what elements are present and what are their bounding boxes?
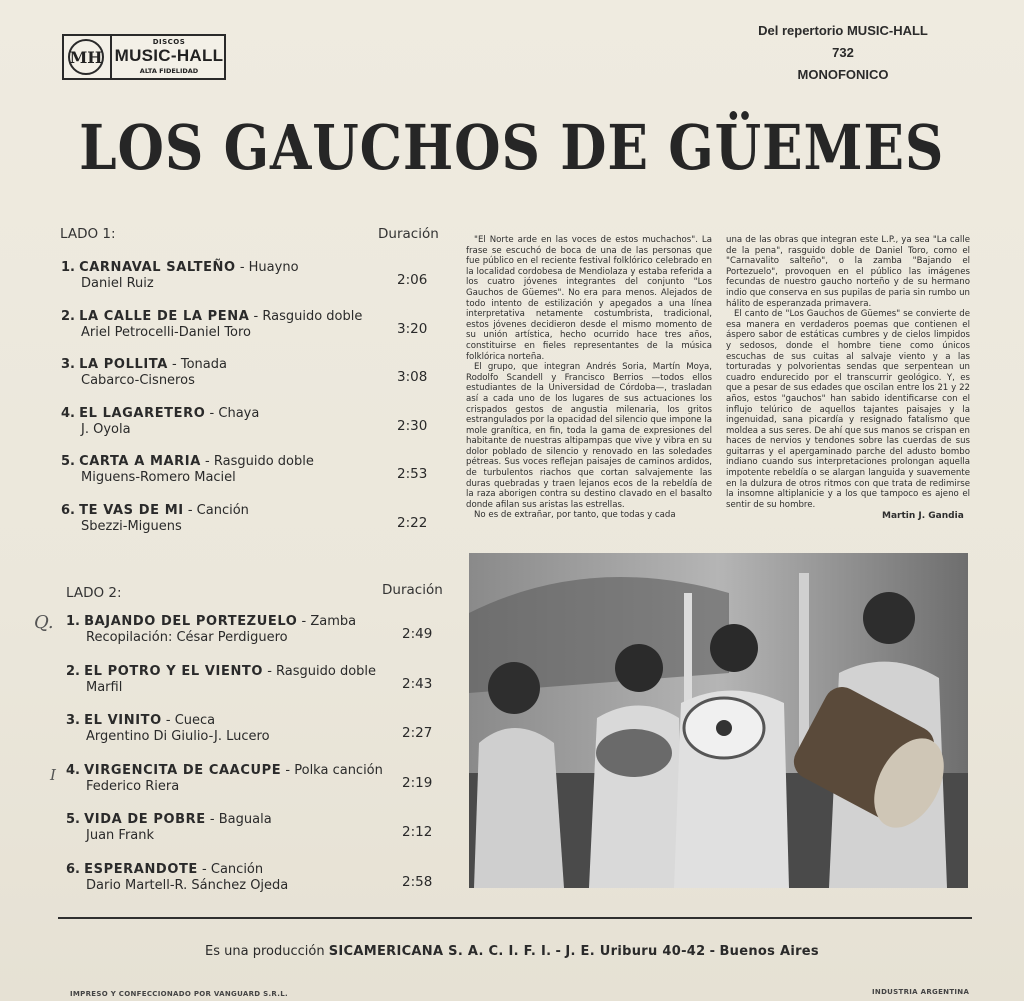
logo-brand: MUSIC-HALL [114,46,224,65]
track-number: 4. [61,405,75,421]
track-genre: Zamba [310,614,357,629]
track-item [61,357,227,388]
track-duration: 2:27 [402,725,433,741]
format-label: MONOFONICO [797,67,889,82]
track-name: VIRGENCITA DE CAACUPE [84,762,282,778]
track-item [66,713,270,744]
track-author: Cabarco-Cisneros [81,373,195,388]
track-item [61,503,249,534]
track-duration: 2:58 [402,873,433,890]
handwritten-mark-i: I [50,766,56,784]
track-name: VIDA DE POBRE [84,812,206,827]
track-number: 3. [66,713,80,728]
track-name: CARNAVAL SALTEÑO [79,260,236,275]
catalog-number: 732 [832,45,854,60]
track-duration: 2:30 [397,417,428,434]
album-title: LOS GAUCHOS DE GÜEMES [79,111,945,184]
track-author: J. Oyola [81,421,131,437]
track-title-line: 6. TE VAS DE MI - Canción [61,502,249,518]
band-photo-illustration [469,553,968,888]
track-item [61,309,362,340]
side1-duration-label: Duración [378,226,439,242]
track-item [61,260,299,291]
track-item [66,614,356,645]
track-genre: Cueca [174,713,216,728]
printer-credit: IMPRESO Y CONFECCIONADO POR VANGUARD S.R.L. [70,990,288,998]
side1-label: LADO 1: [60,226,116,242]
track-number: 6. [61,502,75,518]
track-author: Marfil [86,679,123,695]
track-number: 2. [61,308,75,324]
notes-paragraph: No es de extrañar, por tanto, que todas y cada [474,510,676,521]
track-name: LA POLLITA [79,357,168,372]
production-city: Buenos Aires [719,944,819,959]
band-photo [469,553,968,888]
track-author: Daniel Ruiz [81,276,154,291]
track-name: EL VINITO [84,713,162,728]
track-number: 1. [66,614,80,629]
industria-argentina: INDUSTRIA ARGENTINA [872,988,970,996]
track-duration: 3:20 [397,320,428,337]
track-author: Miguens-Romero Maciel [81,470,236,485]
track-number: 1. [61,260,75,275]
track-duration: 2:19 [402,774,433,791]
track-duration: 2:22 [397,514,428,531]
footer-separator: - [709,944,716,959]
track-author: Federico Riera [86,778,180,794]
side2-label: LADO 2: [66,585,122,601]
track-title-line: 1. CARNAVAL SALTEÑO - Huayno [61,260,299,275]
track-genre: Rasguido doble [213,454,314,469]
notes-paragraph: El canto de "Los Gauchos de Güemes" se convierte de esa manera en verdaderos poemas que contienen el áspero sabor de estáticas cumbres y de cielos limpidos y sedosos, donde el hombre tiene como únicos escuchas de sus cuitas al salvaje viento y a las torturadas y polvorientas sendas que serpentean un cuadro endurecido por el transcurrir geológico. Y, es que a pesar de sus edades que oscilan entre los 21 y 22 años, estos "gauchos" han sabido identificarse con el influjo telúrico de aquellos tajantes paisajes y la ingenuidad, sana picardía y resignado fatalismo que moldea a sus seres. De ahí que sus manos se crispan en haces de nervios y tendones sobre las cuerdas de sus guitarras y el apergaminado parche del adusto bombo indiano cuando sus interpretaciones prolongan aquella impotente rebeldía o se alargan languida y suavemente en la dulzura de otros ritmos con que trata de redimirse la insomne altiplanicie y a los que tampoco es ajeno el sentir de su hombre. [726,309,970,510]
track-genre: Chaya [218,405,260,421]
track-name: EL POTRO Y EL VIENTO [84,663,264,679]
track-duration: 2:49 [402,626,433,642]
track-duration: 3:08 [397,369,428,385]
notes-paragraph: "El Norte arde en las voces de estos muchachos". La frase se escuchó de boca de una de las personas que fue público en el reciente festival folklórico celebrado en la localidad cordobesa de Mendiolaza y estaba referida a los cuatro jóvenes integrantes del conjunto "Los Gauchos de Güemes". No era para menos. Alejados de todo intento de estilización y apegados a una línea interpretativa netamente costumbrista, tradicional, estos jóvenes decidieron desde el mismo momento de su unión artística, hecho ocurrido hace tres años, constituirse en fieles representantes de la música folklórica norteña. [466,235,712,362]
track-name: BAJANDO DEL PORTEZUELO [84,614,298,629]
music-hall-seal-icon: MH [68,39,104,75]
logo-divider [110,36,112,78]
track-number: 5. [61,454,75,469]
track-genre: Tonada [180,357,227,372]
track-item [61,406,259,437]
track-number: 5. [66,812,80,827]
track-duration: 2:53 [397,466,428,482]
track-item [61,454,314,485]
footer-separator: - [555,944,562,959]
notes-paragraph: una de las obras que integran este L.P., ya sea "La calle de la pena", rasguido doble de Daniel Toro, como el "Carnavalito salteño", o la zamba "Bajando el Portezuelo", provoquen en el público las imágenes fecundas de nuestro gaucho norteño y de su hermano indio que conserva en sus pupilas de paria sin rumbo un hálito de esperanzada primavera. [726,235,970,309]
track-number: 3. [61,357,75,372]
track-title-line: 6. ESPERANDOTE - Canción [66,861,264,877]
track-title-line: 2. EL POTRO Y EL VIENTO - Rasguido doble [66,663,377,679]
track-number: 2. [66,663,80,679]
track-genre: Canción [210,861,264,877]
track-author: Juan Frank [86,828,155,843]
track-title-line: 3. LA POLLITA - Tonada [61,357,227,372]
track-author: Sbezzi-Miguens [81,518,182,534]
repertorio-block [728,20,958,86]
track-duration: 2:06 [397,272,428,288]
track-duration: 2:12 [402,824,433,840]
track-author: Ariel Petrocelli-Daniel Toro [81,324,252,340]
track-author: Dario Martell-R. Sánchez Ojeda [86,877,289,893]
track-name: CARTA A MARIA [79,454,201,469]
logo-fidelidad: ALTA FIDELIDAD [139,67,199,75]
repertorio-label: Del repertorio MUSIC-HALL [758,23,928,38]
track-title-line: 5. CARTA A MARIA - Rasguido doble [61,454,314,469]
track-title-line: 1. BAJANDO DEL PORTEZUELO - Zamba [66,614,357,629]
production-prefix: Es una producción [205,944,325,959]
notes-signature: Martin J. Gandia [882,511,964,521]
track-number: 4. [66,762,80,778]
track-genre: Rasguido doble [276,663,377,679]
liner-notes-col1 [466,235,712,521]
track-item [66,862,288,893]
track-name: TE VAS DE MI [79,502,184,518]
track-name: ESPERANDOTE [84,861,198,877]
track-number: 6. [66,861,80,877]
side2-duration-label: Duración [382,582,443,598]
handwritten-mark-q: Q. [34,612,54,633]
notes-paragraph: El grupo, que integran Andrés Soria, Martín Moya, Rodolfo Scandell y Francisco Berrios —todos ellos estudiantes de la Universidad de Córdoba—, trasladan así a cada uno de los lugares de sus actuaciones los crispados gestos de angustia milenaria, los gritos estrangulados por la opacidad del silencio que impone la mole granítica, en fin, toda la gama de expresiones del habitante de nuestras altipampas que vive y vibra en su dolor poblado de silencio y renovado en las soledades pétreas. Sus voces reflejan paisajes de caminos ardidos, de turbulentos riachos que cortan salvajemente las duras quebradas y traen lejanos ecos de la rebeldía de la raza aborigen contra su destino clavado en el basalto donde afilan sus aristas las estrellas. [466,362,712,510]
liner-notes-col2 [726,235,970,510]
track-genre: Rasguido doble [262,308,363,324]
track-title-line: 3. EL VINITO - Cueca [66,713,216,728]
track-name: EL LAGARETERO [79,405,206,421]
track-title-line: 5. VIDA DE POBRE - Baguala [66,812,272,827]
track-title-line: 4. EL LAGARETERO - Chaya [61,405,260,421]
track-title-line: 2. LA CALLE DE LA PENA - Rasguido doble [61,308,363,324]
track-author: Recopilación: César Perdiguero [86,630,288,645]
track-genre: Huayno [248,260,299,275]
track-genre: Polka canción [294,762,383,778]
track-item [66,812,272,843]
footer-rule [58,917,972,919]
production-company: SICAMERICANA S. A. C. I. F. I. [328,944,552,959]
track-duration: 2:43 [402,675,433,692]
track-author: Argentino Di Giulio-J. Lucero [86,729,270,744]
track-item [66,664,376,695]
music-hall-logo [62,34,226,80]
production-credit [0,944,1024,959]
track-genre: Canción [196,502,249,518]
track-genre: Baguala [218,812,272,827]
track-item [66,763,383,794]
track-name: LA CALLE DE LA PENA [79,308,250,324]
production-address: J. E. Uriburu 40-42 [565,944,706,959]
track-title-line: 4. VIRGENCITA DE CAACUPE - Polka canción [66,762,383,778]
logo-discos: DISCOS [152,38,186,46]
